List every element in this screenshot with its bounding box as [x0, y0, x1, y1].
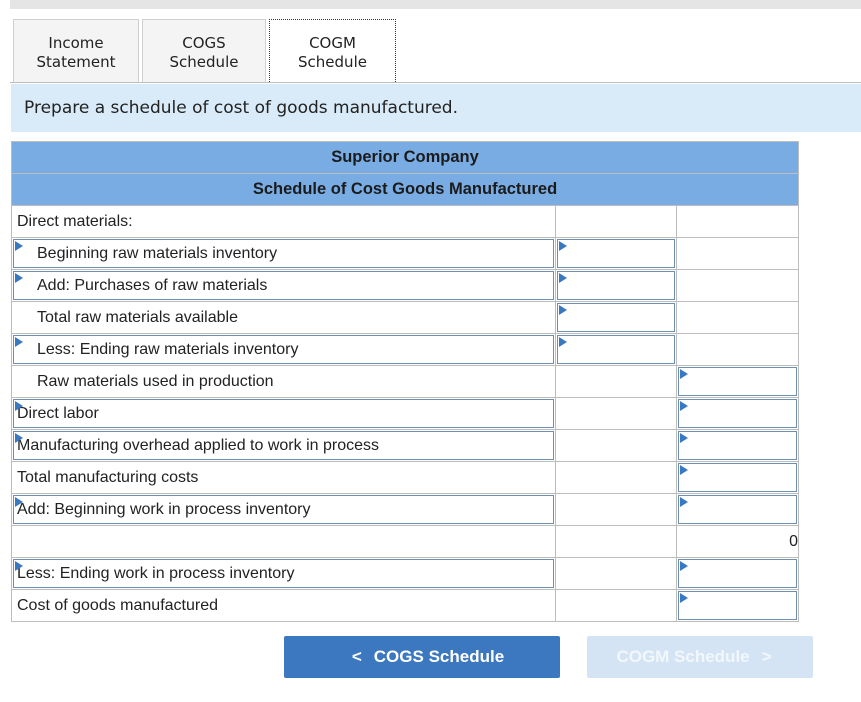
overhead-total-input[interactable]: [678, 431, 797, 460]
prev-button-label: COGS Schedule: [373, 647, 505, 666]
total-raw-materials-label: Total raw materials available: [37, 308, 238, 326]
ending-raw-materials-amount-input[interactable]: [557, 335, 675, 364]
tab-cogs-schedule[interactable]: [142, 19, 266, 82]
row-label-cell: [12, 590, 556, 622]
ending-wip-dropdown[interactable]: [13, 559, 554, 588]
ending-wip-total-input[interactable]: [678, 559, 797, 588]
purchases-raw-materials-amount-input[interactable]: [557, 271, 675, 300]
amount-cell: [556, 366, 677, 398]
direct-labor-total-input[interactable]: [678, 399, 797, 428]
ending-raw-materials-dropdown[interactable]: [13, 335, 554, 364]
dropdown-marker-icon: [15, 273, 23, 283]
purchases-raw-materials-label: Add: Purchases of raw materials: [37, 276, 268, 294]
table-row: [12, 366, 799, 398]
row-label-cell: [12, 558, 556, 590]
row-label-cell: [12, 398, 556, 430]
row-label-cell: [12, 526, 556, 558]
tab-cogm-schedule-line2: Schedule: [298, 53, 367, 71]
table-row: [12, 398, 799, 430]
header-row-title: [12, 174, 799, 206]
ending-raw-materials-label: Less: Ending raw materials inventory: [37, 340, 299, 358]
row-label-cell: [12, 334, 556, 366]
instruction-banner: Prepare a schedule of cost of goods manufactured.: [11, 84, 861, 132]
row-label-cell: [12, 238, 556, 270]
row-label-cell: [12, 302, 556, 334]
overhead-label: Manufacturing overhead applied to work in process: [17, 436, 379, 454]
subtotal-value: 0: [677, 526, 799, 558]
amount-cell: [556, 270, 677, 302]
next-button-label: COGM Schedule: [616, 647, 750, 666]
direct-labor-label: Direct labor: [17, 404, 99, 422]
total-cell: [677, 270, 799, 302]
schedule-title: Schedule of Cost Goods Manufactured: [12, 174, 799, 206]
beginning-wip-dropdown[interactable]: [13, 495, 554, 524]
amount-cell: [556, 334, 677, 366]
amount-cell: [556, 462, 677, 494]
dropdown-marker-icon: [15, 497, 23, 507]
amount-cell: [556, 558, 677, 590]
beginning-wip-total-input[interactable]: [678, 495, 797, 524]
cogm-schedule-table: [11, 141, 799, 622]
table-row: [12, 590, 799, 622]
input-marker-icon: [559, 241, 567, 251]
total-cell: [677, 590, 799, 622]
tab-income-statement-line1: Income: [48, 34, 104, 52]
row-label-cell: [12, 494, 556, 526]
table-row: [12, 462, 799, 494]
row-label-cell: [12, 270, 556, 302]
cogm-label: Cost of goods manufactured: [17, 596, 219, 614]
chevron-right-icon: >: [761, 647, 772, 666]
cogm-total-input[interactable]: [678, 591, 797, 620]
table-row: [12, 206, 799, 238]
total-cell: [677, 558, 799, 590]
header-row-company: [12, 142, 799, 174]
input-marker-icon: [559, 273, 567, 283]
total-cell: [677, 366, 799, 398]
dropdown-marker-icon: [15, 561, 23, 571]
table-row: [12, 302, 799, 334]
table-row: [12, 238, 799, 270]
tab-income-statement-line2: Statement: [36, 53, 116, 71]
raw-materials-used-label: Raw materials used in production: [37, 372, 274, 390]
beginning-wip-label: Add: Beginning work in process inventory: [17, 500, 311, 518]
table-row: [12, 334, 799, 366]
overhead-dropdown[interactable]: [13, 431, 554, 460]
amount-cell: [556, 590, 677, 622]
total-manufacturing-costs-input[interactable]: [678, 463, 797, 492]
total-cell: [677, 462, 799, 494]
direct-labor-dropdown[interactable]: [13, 399, 554, 428]
input-marker-icon: [680, 593, 688, 603]
input-marker-icon: [680, 369, 688, 379]
total-cell: [677, 302, 799, 334]
company-name: Superior Company: [12, 142, 799, 174]
total-raw-materials-amount-input[interactable]: [557, 303, 675, 332]
row-label-cell: [12, 462, 556, 494]
amount-cell: [556, 302, 677, 334]
tab-cogs-schedule-line2: Schedule: [169, 53, 239, 71]
ending-wip-label: Less: Ending work in process inventory: [17, 564, 295, 582]
input-marker-icon: [559, 305, 567, 315]
row-label-cell: [12, 366, 556, 398]
table-row: [12, 526, 799, 558]
table-row: [12, 558, 799, 590]
raw-materials-used-total-input[interactable]: [678, 367, 797, 396]
dropdown-marker-icon: [15, 241, 23, 251]
beginning-raw-materials-label: Beginning raw materials inventory: [37, 244, 278, 262]
amount-cell: [556, 526, 677, 558]
total-manufacturing-costs-label: Total manufacturing costs: [17, 468, 199, 486]
total-cell: [677, 494, 799, 526]
amount-cell: [556, 206, 677, 238]
tab-cogs-schedule-line1: COGS: [182, 34, 226, 52]
total-cell: [677, 206, 799, 238]
row-label-cell: [12, 430, 556, 462]
total-cell: [677, 398, 799, 430]
tab-divider: [10, 82, 861, 83]
chevron-left-icon: <: [351, 647, 362, 666]
input-marker-icon: [680, 401, 688, 411]
row-label-cell: [12, 206, 556, 238]
beginning-raw-materials-amount-input[interactable]: [557, 239, 675, 268]
total-cell: [677, 430, 799, 462]
tab-income-statement[interactable]: [13, 19, 139, 82]
input-marker-icon: [680, 433, 688, 443]
top-bar: [10, 0, 861, 9]
amount-cell: [556, 430, 677, 462]
dropdown-marker-icon: [15, 337, 23, 347]
table-row: [12, 430, 799, 462]
purchases-raw-materials-dropdown[interactable]: [13, 271, 554, 300]
tab-cogm-schedule[interactable]: [269, 19, 396, 82]
amount-cell: [556, 398, 677, 430]
input-marker-icon: [680, 465, 688, 475]
beginning-raw-materials-dropdown[interactable]: [13, 239, 554, 268]
input-marker-icon: [680, 497, 688, 507]
tab-cogm-schedule-line1: COGM: [309, 34, 356, 52]
dropdown-marker-icon: [15, 401, 23, 411]
prev-cogs-schedule-button[interactable]: [284, 636, 560, 678]
dropdown-marker-icon: [15, 433, 23, 443]
input-marker-icon: [559, 337, 567, 347]
table-row: [12, 494, 799, 526]
table-row: [12, 270, 799, 302]
total-cell: [677, 238, 799, 270]
amount-cell: [556, 238, 677, 270]
direct-materials-label: Direct materials:: [17, 212, 133, 230]
next-cogm-schedule-button[interactable]: [587, 636, 813, 678]
total-cell: [677, 334, 799, 366]
amount-cell: [556, 494, 677, 526]
input-marker-icon: [680, 561, 688, 571]
